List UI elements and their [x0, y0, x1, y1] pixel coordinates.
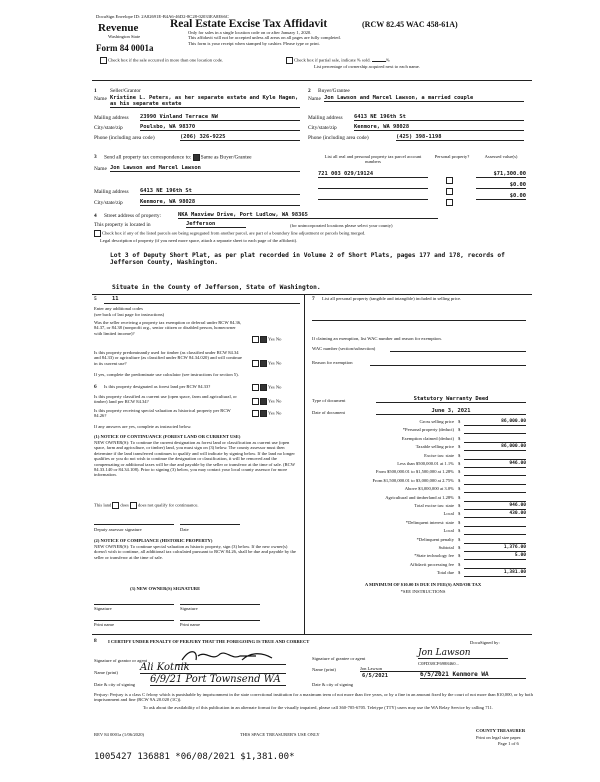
- tax-row: [312, 426, 526, 434]
- tax-row-label: *Delinquent penalty: [416, 536, 454, 542]
- grantor-sig-label: Signature of grantor or agent: [94, 658, 148, 663]
- landuse-section-number: 5: [94, 296, 97, 302]
- assessed-value: $0.00: [476, 193, 526, 200]
- tax-row-value: 946.00: [464, 460, 526, 468]
- column-divider: [304, 294, 305, 634]
- tax-row: [312, 552, 526, 560]
- tax-heading: Send all property tax correspondence to: Same as Buyer/Grantee: [104, 154, 252, 161]
- form-number: Form 84 0001a: [96, 43, 154, 53]
- divider: [92, 634, 532, 635]
- tax-row-label: Less than $500,000.01 at 1.1%: [397, 461, 454, 466]
- print-line: [180, 620, 260, 621]
- tax-row-value: 5.00: [464, 552, 526, 560]
- grantee-signature[interactable]: Jon Lawson: [418, 648, 508, 659]
- located-in-label: This property is located in: [94, 222, 151, 228]
- tax-row-label: *Delinquent interest: state: [405, 519, 454, 525]
- timber-answer[interactable]: Yes No: [252, 360, 281, 367]
- deputy-line: [94, 524, 174, 525]
- tax-row-label: Gross selling price: [419, 419, 454, 424]
- divider: [92, 80, 532, 81]
- tax-row-value: [464, 485, 526, 493]
- wac-label: WAC number (section/subsection): [312, 346, 376, 351]
- buyer-city: Kenmore, WA 98028: [354, 124, 524, 131]
- treasurer-use: THIS SPACE TREASURER'S USE ONLY: [240, 732, 320, 737]
- tax-row-value: 86,000.00: [464, 418, 526, 426]
- tax-row-value: [464, 452, 526, 460]
- tax-row-label: Above $3,000,000 at 3.0%: [404, 486, 454, 492]
- tax-row-currency: $: [458, 561, 461, 567]
- grantee-name: Jon Lawson: [360, 666, 440, 672]
- tax-city-label: City/state/zip: [94, 200, 123, 206]
- tax-row-currency: $: [458, 435, 461, 441]
- signature-label: Signature: [180, 606, 198, 611]
- notice2-text: NEW OWNER(S): To continue special valuation as historic property, sign (3) below. If the new owner(s) doesn't wish to continue, all additional tax calculated pursuant to RCW 84.26, shall be due and payable by the seller or transferor at the time of sale.: [94, 544, 296, 560]
- partial-sale-check[interactable]: Check box if partial sale, indicate % sold. %: [286, 57, 486, 64]
- notice1-title: (1) NOTICE OF CONTINUANCE (FOREST LAND OR CURRENT USE): [94, 434, 241, 439]
- agency-logo: Revenue: [98, 22, 139, 34]
- tax-row-value: 86,000.00: [464, 443, 526, 451]
- tax-row-label: Taxable selling price: [415, 444, 454, 450]
- located-in: Jefferson: [186, 221, 246, 228]
- parcel-number: [318, 182, 428, 189]
- tax-row: [312, 561, 526, 569]
- reason-line: [370, 365, 526, 366]
- tax-city: Kenmore, WA 98028: [140, 199, 300, 206]
- tax-row-value: [464, 536, 526, 544]
- tax-row: [312, 494, 526, 502]
- seller-name-label: Name: [94, 96, 107, 102]
- tax-name: Jon Lawson and Marcel Lawson: [110, 165, 300, 172]
- tax-row-currency: $: [458, 419, 461, 424]
- header-notes: Only for sales in a single location code on or after January 1, 2020. This affidavit will not be accepted unless all areas on all pages are fully completed. This form is your receipt when stamped by cashier. Please type or print.: [188, 30, 341, 46]
- tax-row-label: *Personal property (deduct): [402, 427, 454, 433]
- seller-mailing-label: Mailing address: [94, 115, 129, 121]
- deputy-label: Deputy assessor signature: [94, 527, 142, 532]
- perjury-note: Perjury: Perjury is a class C felony which is punishable by imprisonment in the state correctional institution for a maximum term of not more than five years, or by a fine in an amount fixed by the court of not more than $10,000, or by both imprisonment and fine (RCW 9A.20.020 (1C)).: [94, 692, 533, 703]
- doc-date-label: Date of document: [312, 410, 345, 415]
- grantee-date: 6/5/2021: [362, 673, 388, 679]
- tax-mailing-label: Mailing address: [94, 189, 129, 195]
- tax-row: [312, 569, 526, 577]
- tax-row-currency: $: [458, 519, 461, 525]
- tax-row-label: Local: [443, 511, 454, 517]
- landuse-code: 11: [112, 296, 119, 302]
- tax-row-value: [464, 468, 526, 476]
- tax-row-label: Local: [443, 528, 454, 534]
- multi-location-check[interactable]: Check box if the sale occurred in more than one location code.: [100, 57, 280, 64]
- tax-row-value: [464, 561, 526, 569]
- property-section-number: 4: [94, 213, 97, 219]
- grantee-name-label: Name (print): [312, 667, 336, 672]
- tax-row: [312, 536, 526, 544]
- minimum-note: A MINIMUM OF $10.00 IS DUE IN FEE(S) AND/OR TAX: [364, 582, 482, 587]
- property-heading: Street address of property:: [104, 213, 162, 219]
- tax-row: [312, 477, 526, 485]
- personal-section-number: 7: [312, 296, 315, 302]
- tax-row-currency: $: [458, 503, 461, 508]
- property-address: NKA Maxview Drive, Port Ludlow, WA 98365: [178, 212, 438, 219]
- tax-row-currency: $: [458, 528, 461, 534]
- tax-row-value: 430.00: [464, 510, 526, 518]
- legal-label: Legal description of property (if you need more space, attach a separate sheet to each page of the affidavit).: [100, 238, 298, 243]
- accessibility-note: To ask about the availability of this publication in an alternate format for the visually impaired, please call 360-705-6705. Teletype (TTY) users may use the WA Relay Service by calling 711.: [142, 705, 494, 710]
- buyer-mailing-label: Mailing address: [308, 115, 343, 121]
- buyer-heading: Buyer/Grantee: [318, 88, 350, 94]
- tax-row-currency: $: [458, 494, 461, 500]
- new-owner-sig-label: (3) NEW OWNER(S) SIGNATURE: [130, 586, 201, 591]
- tax-row-currency: $: [458, 427, 461, 433]
- cashier-stamp: 1005427 136881 *06/08/2021 $1,381.00*: [94, 752, 295, 762]
- tax-row-currency: $: [458, 477, 461, 483]
- grantor-name-label: Name (print): [94, 670, 118, 675]
- parcel-heading: List all real and personal property tax parcel account numbers: [324, 154, 422, 165]
- continuance-check[interactable]: This land does does not qualify for continuance.: [94, 502, 199, 508]
- personal-line: [312, 320, 526, 321]
- county-treasurer: COUNTY TREASURER: [476, 728, 526, 733]
- grantee-sig-id: C0FD38CF6988460...: [418, 661, 459, 666]
- section-6-number: 6: [94, 384, 97, 390]
- tax-row-value: [464, 519, 526, 527]
- landuse-line: [104, 303, 300, 304]
- sig-line: [94, 604, 174, 605]
- parcel-number: 721 003 029/19124: [318, 171, 428, 178]
- certify-statement: I CERTIFY UNDER PENALTY OF PERJURY THAT THE FOREGOING IS TRUE AND CORRECT: [108, 639, 310, 644]
- form-citation: (RCW 82.45 WAC 458-61A): [362, 20, 458, 29]
- historic-answer[interactable]: Yes No: [252, 410, 281, 417]
- question-exemption: Was the seller receiving a property tax exemption or deferral under RCW 84.36, 84.37, or 84.38 (nonprofit org., senior citizen or disabled person, homeowner with limited income)?: [94, 320, 242, 336]
- tax-row-label: Exemption claimed (deduct): [401, 435, 454, 441]
- tax-row-label: Total excise tax: state: [414, 503, 454, 508]
- rev-number: REV 84 0001a (1/06/2020): [94, 732, 145, 737]
- divider: [92, 294, 532, 295]
- tax-row: [312, 527, 526, 535]
- tax-row-value: 1,381.00: [464, 569, 526, 577]
- enter-additional: Enter any additional codes: [94, 306, 143, 311]
- see-instructions: *SEE INSTRUCTIONS: [400, 589, 446, 594]
- tax-mailing: 6413 NE 196th St: [140, 188, 300, 195]
- grantor-date-city: 6/9/21 Port Townsend WA: [150, 674, 286, 686]
- tax-row: [312, 460, 526, 468]
- tax-row: [312, 485, 526, 493]
- tax-row: [312, 510, 526, 518]
- tax-row: [312, 468, 526, 476]
- tax-row-label: *State technology fee: [414, 553, 454, 559]
- buyer-section-number: 2: [308, 88, 311, 94]
- tax-row-label: Excise tax: state: [424, 452, 454, 458]
- buyer-name-label: Name: [308, 96, 321, 102]
- tax-row-currency: $: [458, 452, 461, 458]
- tax-row-label: Total due: [436, 570, 454, 576]
- sig-line: [180, 604, 260, 605]
- tax-row-value: [464, 494, 526, 502]
- doc-date: June 3, 2021: [376, 408, 526, 415]
- seller-heading: Seller/Grantor: [110, 88, 141, 94]
- tax-row-label: From $500,000.01 to $1,500,000 at 1.28%: [375, 469, 454, 475]
- grantee-sig-label: Signature of grantee or agent: [312, 656, 366, 661]
- legal-description: Lot 3 of Deputy Short Plat, as per plat recorded in Volume 2 of Short Plats, pages 177 and 178, records of Jefferson County, Washington.: [110, 252, 505, 266]
- print-name-label: Print name: [94, 622, 115, 627]
- tax-row-currency: $: [458, 444, 461, 450]
- form-title: Real Estate Excise Tax Affidavit: [170, 18, 328, 30]
- located-note: (for unincorporated locations please select your county): [290, 223, 393, 228]
- if-yes-note: If any answers are yes, complete as instructed below.: [94, 424, 192, 429]
- tax-row-currency: $: [458, 536, 461, 542]
- assessed-value: $71,300.00: [476, 171, 526, 178]
- exemption-label: If claiming an exemption, list WAC number and reason for exemption.: [312, 336, 442, 341]
- segregated-check[interactable]: Check box if any of the listed parcels are being segregated from another parcel, are part of a boundary line adjustment or parcels being merged.: [94, 230, 534, 237]
- date-line: [180, 524, 240, 525]
- print-name-label: Print name: [180, 622, 201, 627]
- personal-heading: Personal property?: [434, 154, 470, 159]
- tax-row: [312, 418, 526, 426]
- deputy-date-label: Date: [180, 527, 189, 532]
- situate: Situate in the County of Jefferson, State of Washington.: [112, 284, 321, 291]
- question-forest: Is this property designated as forest land per RCW 84.33?: [104, 384, 211, 389]
- tax-row: [312, 544, 526, 552]
- question-current-use: Is this property classified as current use (open space, farm and agricultural, or timber) land per RCW 84.34?: [94, 394, 237, 405]
- tax-row-currency: $: [458, 570, 461, 576]
- seller-name: Kristine L. Peters, as her separate estate and Kyle Hagen, as his separate estate: [110, 95, 299, 108]
- seller-city-label: City/state/zip: [94, 125, 123, 131]
- seller-phone: (206) 326-9225: [180, 134, 300, 141]
- tax-row-currency: $: [458, 461, 461, 466]
- timber-note: If yes, complete the predominate use calculator (see instructions for section 5).: [94, 372, 239, 377]
- tax-row-currency: $: [458, 553, 461, 559]
- buyer-phone-label: Phone (including area code): [308, 135, 369, 141]
- doc-type-label: Type of document: [312, 398, 346, 403]
- seller-mailing: 23990 Vinland Terrace NW: [140, 114, 300, 121]
- print-on-legal: Print on legal size paper.: [476, 735, 522, 740]
- certify-section-number: 8: [94, 638, 97, 644]
- seller-section-number: 1: [94, 88, 97, 94]
- notice1-text: NEW OWNER(S): To continue the current designation as forest land or classification as current use (open space, farm and agriculture, or timber) land, you must sign on (3) below. The county assessor must then determine if the land transferred continues to qualify and will indicate by signing below. If the land no longer qualifies or you do not wish to continue the designation or classification, it will be removed and the compensating or additional taxes will be due and payable by the seller or transferor at the time of sale. (RCW 84.33.140 or 84.34.108). Prior to signing (3) below, you may contact your local county assessor for more information.: [94, 440, 295, 478]
- tax-row-value: [464, 477, 526, 485]
- grantee-date-city-label: Date & city of signing: [312, 682, 354, 687]
- seller-city: Poulsbo, WA 98370: [140, 124, 300, 131]
- tax-row: [312, 435, 526, 443]
- notice2-title: (2) NOTICE OF COMPLIANCE (HISTORIC PROPERTY): [94, 538, 213, 543]
- exemption-answer[interactable]: Yes No: [252, 336, 281, 343]
- grantor-name: Ali Kotnik: [140, 662, 286, 674]
- tax-row-value: 1,376.00: [464, 544, 526, 552]
- ownership-note: List percentage of ownership acquired next to each name.: [314, 64, 420, 69]
- tax-row: [312, 519, 526, 527]
- buyer-name: Jon Lawson and Marcel Lawson, a married couple: [324, 95, 524, 102]
- current-use-answer[interactable]: Yes No: [252, 398, 281, 405]
- tax-row-value: [464, 435, 526, 443]
- question-timber: Is this property predominantly used for timber (as classified under RCW 84.34 and 84.33) or agriculture (as classified under RCW 84.34.020) and will continue in its current use?: [94, 350, 242, 366]
- tax-row-label: Subtotal: [438, 545, 454, 550]
- wac-line: [390, 351, 526, 352]
- tax-section-number: 3: [94, 154, 97, 160]
- tax-name-label: Name: [94, 166, 107, 172]
- tax-row-value: 946.00: [464, 502, 526, 510]
- envelope-id: DocuSign Envelope ID: 2A82691E-B4A6-46D2-8C28-02033EA8E66C: [96, 14, 229, 19]
- parcel-number: [318, 193, 428, 200]
- tax-row-currency: $: [458, 511, 461, 517]
- seller-phone-label: Phone (including area code): [94, 135, 155, 141]
- tax-row-label: Affidavit processing fee: [409, 561, 454, 567]
- tax-row-label: Agricultural and timberland at 1.28%: [385, 494, 454, 500]
- tax-row-value: [464, 426, 526, 434]
- tax-row-currency: $: [458, 469, 461, 475]
- docusigned-by: DocuSigned by:: [470, 640, 500, 645]
- tax-row-currency: $: [458, 545, 461, 550]
- assessed-heading: Assessed value(s): [484, 154, 518, 159]
- tax-row-currency: $: [458, 486, 461, 492]
- doc-type: Statutory Warranty Deed: [376, 396, 526, 403]
- tax-row: [312, 443, 526, 451]
- page-number: Page 1 of 6: [498, 741, 519, 746]
- buyer-phone: (425) 398-1198: [396, 134, 524, 141]
- agency-sub: Washington State: [108, 34, 141, 39]
- reason-label: Reason for exemption: [312, 360, 353, 365]
- tax-row: [312, 452, 526, 460]
- grantee-date-city: 6/5/2021 Kenmore WA: [420, 672, 526, 679]
- tax-row-label: From $1,500,000.01 to $3,000,000 at 2.75%: [372, 477, 454, 483]
- personal-check[interactable]: [446, 193, 454, 211]
- forest-answer[interactable]: Yes No: [252, 384, 281, 391]
- buyer-city-label: City/state/zip: [308, 125, 337, 131]
- personal-heading: List all personal property (tangible and intangible) included in selling price.: [322, 296, 462, 301]
- grantor-date-city-label: Date & city of signing: [94, 682, 136, 687]
- assessed-value: $0.00: [476, 182, 526, 189]
- tax-row-value: [464, 527, 526, 535]
- question-historic: Is this property receiving special valuation as historical property per RCW 84.26?: [94, 408, 231, 419]
- buyer-mailing: 6413 NE 196th St: [354, 114, 524, 121]
- tax-row: [312, 502, 526, 510]
- see-back: (see back of last page for instructions): [94, 312, 165, 317]
- signature-label: Signature: [94, 606, 112, 611]
- print-line: [94, 620, 174, 621]
